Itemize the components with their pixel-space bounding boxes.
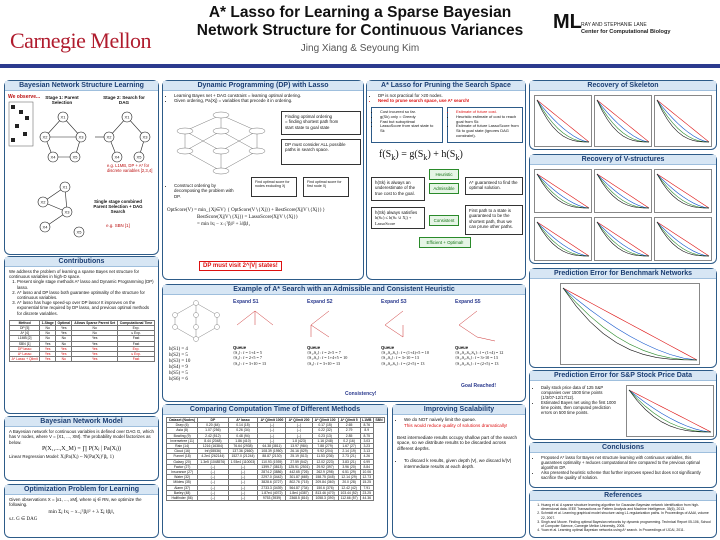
vstruct-plot (594, 217, 652, 261)
astar-bullet: • DP is not practical for >20 nodes. (378, 93, 521, 98)
stage2-label: Stage 2: Search for DAG (103, 95, 145, 105)
table-cell: (--) (228, 475, 258, 480)
contrib-item: 2. A* lasso and DP lasso both guarantee optimality of the structure for continuous variables. (17, 290, 154, 300)
panel-title: Recovery of Skeleton (530, 81, 716, 91)
table-cell: (--) (198, 475, 228, 480)
methods-table: Method 1-Stage Optimal Allows Sparse Parent Set Computational Time DP [5] No Yes No Exp. A* [4] No Yes No ≤ Exp. L1MB [2] No No Yes Fast SBN [1] Yes No Yes Fast DP lasso Yes Yes Yes Exp. A* Lasso Yes Yes Yes ≤ Exp. A* Lasso + Qlimit Yes No Yes Fast (9, 320, 155, 363)
table-cell: 64.38 (3811) (258, 444, 286, 449)
linreg-label: Linear Regression Model: Xⱼ|Pa(Xⱼ) ~ N(Pa(Xⱼ)ᵀβⱼ, 1) (9, 454, 114, 461)
table-cell: (--) (258, 438, 286, 443)
dp-bullet: • Learning Bayes net + DAG constraint = learning optimal ordering. (174, 93, 359, 98)
cost-box: • Cost incurred so far. • g(Sk) only = Greedy • Fast but suboptimal • LassoScore from start state to Sk (371, 107, 443, 143)
table-cell: 2.73 (21) (338, 454, 360, 459)
table-cell: (--) (286, 423, 312, 428)
authors: Jing Xiang & Seyoung Kim (300, 43, 420, 54)
bench-panel (529, 268, 717, 368)
queue-step: Queue {S₁,S₂}: f = 2+5 = 7 {S₁,S₃}: f = 1+4+5 = 10 {S₃}: f = 3+10 = 13 (307, 345, 348, 366)
references-panel (529, 490, 717, 538)
table-cell: 150.6 (376) (312, 485, 338, 490)
example-expansion-graphs (225, 307, 523, 343)
table-cell: 2.14 (19) (338, 449, 360, 454)
vstruct-plot (534, 169, 592, 213)
goal-reached-label: Goal Reached! (461, 383, 497, 389)
table-cell: 3.23 (360, 444, 373, 449)
table-cell: 112.66 (57) (338, 496, 360, 501)
svg-text:X4: X4 (114, 154, 120, 160)
dp-callout-first: Find optimal score for first node Xj (303, 177, 349, 197)
table-cell: 12.02 (223) (312, 459, 338, 464)
estimate-box: • Estimate of future cost. • Heuristic estimate of cost to reach goal from Sk • Estimate of future LassoScore from Sk to goal state (ignores DAG constraint). (447, 107, 523, 143)
table-header: L1MB (360, 418, 373, 423)
benchmark-error-plot (560, 283, 700, 365)
stage1-label: Stage 1: Parent Selection (45, 95, 79, 105)
table-cell: (--) (198, 464, 228, 469)
panel-title: Prediction Error for S&P Stock Price Data (530, 371, 716, 381)
table-cell: 209.84 (360) (312, 480, 338, 485)
compare-table (166, 417, 385, 501)
svg-text:X2: X2 (106, 134, 112, 140)
table-cell: 813.46 (470) (312, 490, 338, 495)
table-cell: (--) (228, 485, 258, 490)
table-cell: 0.17 (15) (312, 423, 338, 428)
table-row (167, 496, 385, 501)
vstruct-plot (594, 169, 652, 213)
table-cell: 1.8 (423) (286, 438, 312, 443)
table-header: A* Qlimit 200 (286, 418, 312, 423)
skeleton-plot (594, 95, 652, 147)
skeleton-plot (654, 95, 712, 147)
svg-text:X3: X3 (78, 134, 84, 140)
table-cell: 27.59 (542) (286, 459, 312, 464)
consistent-label: Consistent (429, 215, 459, 226)
dp-recursion-formula: OptScore(V) = min_{Xj∈V} { OptScore(V∖{Xj}) + BestScore(Xj|V∖{Xj}) } BestScore(Xj|V∖{Xj}) = LassoScore(Xj|V∖{Xj}) = min ‖xⱼ − x₋ⱼᵀβⱼ‖² + λ‖βⱼ‖₁ (167, 208, 326, 227)
reference: 4. Yuan et al. Learning optimal Bayesian networks using A* search. In Proceedings of IJCAI, 2011. (541, 528, 712, 532)
panel-title: Conclusions (530, 443, 716, 453)
table-cell: (--) (258, 423, 286, 428)
table-cell: Factor (27) (167, 464, 198, 469)
panel-title: Contributions (5, 257, 158, 267)
table-cell: 564.87 (734) (286, 485, 312, 490)
table-cell: 1.87e4 (4072) (258, 490, 286, 495)
table-cell: Inf (65536) (198, 449, 228, 454)
scal-text: Best intermediate results occupy shallow part of the search space, so we distribute results to be discarded across different depths. (397, 434, 518, 452)
astar-bullet: • Need to prune search space, use A* search! (378, 98, 521, 103)
table-cell: Bowling (9) (167, 433, 198, 438)
table-cell: 1.93e4 (110003) (228, 459, 258, 464)
table-cell: (--) (198, 480, 228, 485)
eg2-text: e.g. SBN [1] (106, 223, 130, 228)
table-cell: 1527.0 (21244) (228, 454, 258, 459)
efficient-label: Efficient + Optimal! (419, 237, 471, 248)
table-cell: 6.51 (29) (338, 470, 360, 475)
table-cell: 301.87 (665) (286, 475, 312, 480)
table-cell: Water (32) (167, 475, 198, 480)
contrib-item: 1. Present single stage methods A* lasso and Dynamic Programming (DP) lasso. (17, 279, 154, 289)
dp-warning: DP must visit 2^|V| states! (199, 261, 282, 271)
svg-text:X5: X5 (72, 154, 78, 160)
eg1-text: e.g. L1MB, DP + A* for discrete variables [2,3,4] (107, 163, 153, 173)
table-cell: (--) (258, 428, 286, 433)
table-cell: 3.03 (360, 438, 373, 443)
scal-bullet: • To discard k results, given depth |V|, we discard k/|V| intermediate results at each depth. (404, 458, 521, 470)
fgh-formula: $f(S_k) = g(S_k) + h(S_k)$ (379, 149, 463, 162)
table-cell: 1058.3 (390) (312, 496, 338, 501)
table-cell: 1.67 (27) (338, 444, 360, 449)
dp-panel (162, 80, 364, 280)
vstruct-plot (654, 169, 712, 213)
poster-header (0, 0, 720, 68)
table-cell: 1.86 (410) (228, 438, 258, 443)
table-cell: Hailfinder (56) (167, 496, 198, 501)
table-cell: 44.36 (360, 496, 373, 501)
table-cell: Alarm (37) (167, 485, 198, 490)
table-cell: 8.84 (360, 464, 373, 469)
table-cell: (--) (228, 480, 258, 485)
table-cell: 76.64 (2938) (228, 444, 258, 449)
table-cell: Inversetree (11) (167, 438, 198, 443)
table-cell: (--) (258, 433, 286, 438)
concl-bullet: • Also presented heuristic scheme that further improves speed but does not significantly sacrifice the quality of solution. (541, 470, 712, 480)
shortest-path-box: Finding optimal ordering = finding shortest path from start state to goal state (281, 111, 361, 135)
table-cell: Galaxy (20) (167, 459, 198, 464)
vstruct-plot (534, 217, 592, 261)
admissible-desc: h(Sk) is always an underestimate of the true cost to the goal. (371, 177, 425, 201)
expansion-steps (225, 299, 523, 399)
table-cell: 13.97 (984) (286, 444, 312, 449)
panel-title: Dynamic Programming (DP) with Lasso (163, 81, 363, 91)
table-cell: 2297.0 (3442) (258, 475, 286, 480)
table-cell: 108.39 (1950) (258, 449, 286, 454)
panel-title: Example of A* Search with an Admissible and Consistent Heuristic (163, 285, 525, 295)
poster-title: A* Lasso for Learning a Sparse Bayesian Network Structure for Continuous Variances (196, 4, 524, 39)
panel-title: Improving Scalability (393, 405, 525, 415)
astar-panel (366, 80, 526, 280)
dp-bullet: • Construct ordering by decomposing the problem with DP. (174, 183, 239, 199)
table-cell: 3828.6 (3727) (258, 480, 286, 485)
table-cell: 12.73 (360, 475, 373, 480)
table-cell: 262.9 (298) (312, 470, 338, 475)
table-cell: (--) (228, 470, 258, 475)
dp-bullet: • Given ordering, Pa(Xj) = variables that precede it in ordering. (174, 98, 359, 103)
table-cell: 15.25 (360, 480, 373, 485)
panel-title: Recovery of V-structures (530, 155, 716, 165)
table-cell: (--) (228, 464, 258, 469)
contrib-item: 3. A* lasso has huge speed-up over DP lasso! It improves on the exponential time required by DP lasso, and previous optimal methods for discrete variables. (17, 300, 154, 316)
panel-title: References (530, 491, 716, 501)
table-cell: 125.91 (2501) (286, 464, 312, 469)
queue-step: Queue {S₁,S₂,S₃}: f = (1+4)+5 = 10 {S₁,S₃}: f = 3+10 = 13 {S₁,S₂,S₅}: f = (2+5) = 13 (381, 345, 429, 366)
table-cell: 1.16 (248) (312, 438, 338, 443)
table-cell: 3.83 (21) (338, 459, 360, 464)
table-cell: 20.0 (28) (338, 480, 360, 485)
bn-structure-panel (4, 80, 159, 255)
table-cell: Cloud (16) (167, 449, 198, 454)
panel-title: A* Lasso for Pruning the Search Space (367, 81, 525, 91)
panel-title: Bayesian Network Structure Learning (5, 81, 158, 91)
table-cell: 2.85 (338, 433, 360, 438)
svg-text:X1: X1 (124, 114, 130, 120)
svg-text:X5: X5 (76, 229, 82, 235)
expand-label: Expand S1 (233, 299, 259, 305)
table-cell: Mildew (35) (167, 480, 198, 485)
table-cell: 8.9 (360, 428, 373, 433)
admissible-label: Admissible (429, 183, 459, 194)
table-cell: Rain (14) (167, 444, 198, 449)
table-cell: 26.16 (529) (286, 449, 312, 454)
vstruct-plot (654, 217, 712, 261)
reference: 3. Singh and Moore. Finding optimal Bayesian networks by dynamic programming. Technical Report 05-106, School of Computer Science, Carnegie Mellon University, 2005. (541, 520, 712, 528)
table-cell: 2.65 (338, 423, 360, 428)
compare-panel (162, 404, 388, 538)
example-panel (162, 284, 526, 402)
table-cell: 7.88 (279) (312, 444, 338, 449)
table-cell: (--) (198, 496, 228, 501)
table-header: SBN (375, 418, 383, 422)
optimization-panel (4, 484, 159, 538)
cmu-logo: Carnegie Mellon (10, 28, 151, 53)
example-lattice (167, 299, 225, 343)
table-cell: 29.92 (397) (312, 464, 338, 469)
table-cell: Funnel (18) (167, 454, 198, 459)
consistent-desc: h(Sk) always satisfies h(Sₖ) ≤ h(Sₖ ∪ Xⱼ) + LassoScore (371, 207, 425, 229)
table-cell: 7.91 (360, 485, 373, 490)
contrib-intro: We address the problem of learning a sparse Bayes net structure for continuous variables in high-D space. (9, 269, 140, 280)
table-header: DP (198, 418, 228, 423)
table-cell: 8.44 (2048) (198, 438, 228, 443)
table-cell: (--) (286, 428, 312, 433)
table-cell: 9.92 (204) (312, 449, 338, 454)
table-cell: 8.75 (360, 433, 373, 438)
skeleton-panel (529, 80, 717, 150)
lab-name: RAY AND STEPHANIE LANE Center for Computational Biology (581, 22, 671, 35)
sp-error-plot (626, 385, 714, 437)
table-cell: 3.96 (20) (338, 464, 360, 469)
table-cell: (--) (228, 496, 258, 501)
ml-logo-icon (553, 8, 582, 34)
table-cell: 12.14 (29) (338, 475, 360, 480)
search-lattice-diagram (167, 111, 275, 179)
reference: 1. Huang et al. A sparse structure learning algorithm for Gaussian Bayesian network identification from high-dimensional data. IEEE Transactions on Pattern Analysis and Machine Intelligence, 35(6), 2013. (541, 503, 712, 511)
table-cell: 0.20 (64) (198, 423, 228, 428)
vstruct-panel (529, 154, 717, 264)
heuristic-values: h(S1) = 4 h(S2) = 5 h(S3) = 10 h(S4) = 9 h(S5) = 5 h(S6) = 6 (169, 347, 191, 382)
sp-bullet: • Daily stock price data of 125 S&P companies over 1500 time points (1/3/07-12/17/12). (541, 385, 618, 400)
opt-constraint: s.t. G ∈ DAG (9, 516, 38, 522)
table-cell: 2368.5 (816) (286, 496, 312, 501)
table-cell: 1399.7 (3813) (258, 464, 286, 469)
skeleton-plot (534, 95, 592, 147)
svg-text:X1: X1 (60, 114, 66, 120)
queue-step: Queue {S₁}: f = 1+4 = 5 {S₂}: f = 2+5 = 7 {S₃}: f = 3+10 = 13 (233, 345, 267, 366)
dp-callout-excluding: Find optimal score for nodes excluding Xj (251, 177, 297, 197)
table-cell: 0.22 (32) (312, 428, 338, 433)
table-cell: 1.8e4 (4387) (286, 490, 312, 495)
queue-step: Queue {S₁,S₂,S₅,S₆}: f = (1+4) = 12 {S₁,S₂,S₃}: f = 3+10 = 13 {S₁,S₂,S₅}: f = (2+5) = 13 (455, 345, 504, 366)
table-cell: 110.93 (1939) (258, 459, 286, 464)
opt-formula: min Σⱼ ‖xⱼ − x₋ⱼᵀβⱼ‖² + λ Σⱼ ‖βⱼ‖₁ (48, 508, 115, 515)
sp-panel (529, 370, 717, 440)
svg-text:X3: X3 (64, 209, 70, 215)
svg-text:X4: X4 (50, 154, 56, 160)
table-cell: 0.23 (13) (312, 433, 338, 438)
table-header: A* Qlimit 100 (312, 418, 338, 423)
table-cell: 12.42 (42) (338, 485, 360, 490)
table-cell: 4.26 (360, 454, 373, 459)
table-cell: 0.26 (34) (228, 428, 258, 433)
single-stage-text: Single stage combined Parent Selection + DAG Search (93, 199, 143, 214)
panel-title: Optimization Problem for Learning (5, 485, 158, 495)
table-cell: (--) (228, 490, 258, 495)
factorization-formula: P(X₁,...,X_M) = ∏ P(Xⱼ | Pa(Xⱼ)) (41, 445, 122, 452)
table-cell: 11.53 (236) (312, 454, 338, 459)
bn-model-panel (4, 416, 159, 481)
panel-title: Bayesian Network Model (5, 417, 158, 427)
opt-text: Given observations X = [x1, ..., xM], where xj ∈ RN, we optimize the following. (9, 497, 142, 508)
table-cell: 2733.3 (3439) (258, 485, 286, 490)
table-cell: (--) (198, 485, 228, 490)
svg-text:X1: X1 (62, 184, 68, 190)
expand-label: Expand S2 (307, 299, 333, 305)
concl-bullet: • Proposed A* lasso for Bayes net structure learning with continuous variables, this guarantees optimality + reduces computational time compared to the previous optimal algorithm DP. (541, 455, 712, 470)
scalability-panel (392, 404, 526, 538)
table-cell: 0.48 (94) (228, 433, 258, 438)
expand-label: Expand S3 (381, 299, 407, 305)
table-cell: Dsep (6) (167, 423, 198, 428)
sp-bullet: • Estimated Bayes net using the first 1000 time points, then computed prediction errors on 500 time points. (541, 400, 618, 415)
table-cell: (--) (286, 433, 312, 438)
table-cell: (--) (198, 490, 228, 495)
table-cell: 0.14 (15) (228, 423, 258, 428)
table-cell: 103.44 (52) (338, 490, 360, 495)
table-cell: 10.06 (360, 470, 373, 475)
table-cell: (--) (198, 470, 228, 475)
consistent-guarantee: First path to a state is guaranteed to be the shortest path, thus we can prune other paths. (465, 205, 523, 235)
table-cell: 9753 (3939) (258, 496, 286, 501)
svg-text:X2: X2 (40, 199, 46, 205)
table-cell: 25.19 (513) (286, 454, 312, 459)
table-cell: 88.87 (2130) (258, 454, 286, 459)
table-cell: 3.13 (360, 449, 373, 454)
table-cell: 137.36 (2660) (228, 449, 258, 454)
table-cell: 23.25 (360, 490, 373, 495)
bnmodel-text: A Bayesian network for continuous variables is defined over DAG G, which has V nodes, where V = {X1, ..., XM}. The probability model factorizes as below. (9, 429, 154, 445)
expand-label: Expand S5 (455, 299, 481, 305)
table-cell: 442.65 (726) (286, 470, 312, 475)
observe-label: We observe... (8, 94, 41, 100)
table-header: A* lasso (228, 418, 258, 423)
table-cell: 8.76 (360, 423, 373, 428)
panel-title: Comparing Computation Time of Different Methods (163, 405, 387, 415)
table-cell: 802.76 (715) (286, 480, 312, 485)
table-cell: 0.2 (16) (338, 438, 360, 443)
heuristic-label: Heuristic (429, 169, 459, 180)
dp-all-paths-box: DP must consider ALL possible paths in search space. (281, 139, 361, 165)
table-cell: 4.2e4 (262144) (198, 454, 228, 459)
svg-text:X4: X4 (42, 224, 48, 230)
contributions-panel (4, 256, 159, 414)
conclusions-panel (529, 442, 717, 488)
table-cell: 1216 (16384) (198, 444, 228, 449)
table-cell: 2.42 (512) (198, 433, 228, 438)
svg-text:ML: ML (553, 11, 582, 33)
table-header: A* Qlimit 1000 (258, 418, 286, 423)
table-header: Dataset (Nodes) (167, 418, 198, 423)
table-cell: 6.99 (360, 459, 373, 464)
table-cell: 1.07 (256) (198, 428, 228, 433)
svg-text:X5: X5 (136, 154, 142, 160)
table-cell: Asia (8) (167, 428, 198, 433)
scal-bullet: • We do NOT naively limit the queue. (404, 417, 521, 423)
header-rule (0, 64, 720, 68)
admissible-guarantee: A* guaranteed to find the optimal solution. (465, 177, 523, 195)
reference: 2. Schmidt et al. Learning graphical model structure using L1-regularization paths. In Proceedings of AAAI, volume 22, 2007. (541, 511, 712, 519)
table-cell: 2874.2 (3886) (258, 470, 286, 475)
consistency-label: Consistency! (345, 391, 377, 397)
panel-title: Prediction Error for Benchmark Networks (530, 269, 716, 279)
table-cell: 158.75 (345) (312, 475, 338, 480)
table-header: A* Qlimit 5 (338, 418, 360, 423)
table-cell: 2.79 (338, 428, 360, 433)
table-cell: 1.3e5 (1048576) (198, 459, 228, 464)
table-cell: Barley (48) (167, 490, 198, 495)
table-cell: Insurance (27) (167, 470, 198, 475)
scal-warning: This would reduce quality of solutions dramatically! (404, 422, 508, 428)
data-matrix-icon (9, 102, 33, 146)
svg-text:X2: X2 (42, 134, 48, 140)
svg-text:X3: X3 (142, 134, 148, 140)
